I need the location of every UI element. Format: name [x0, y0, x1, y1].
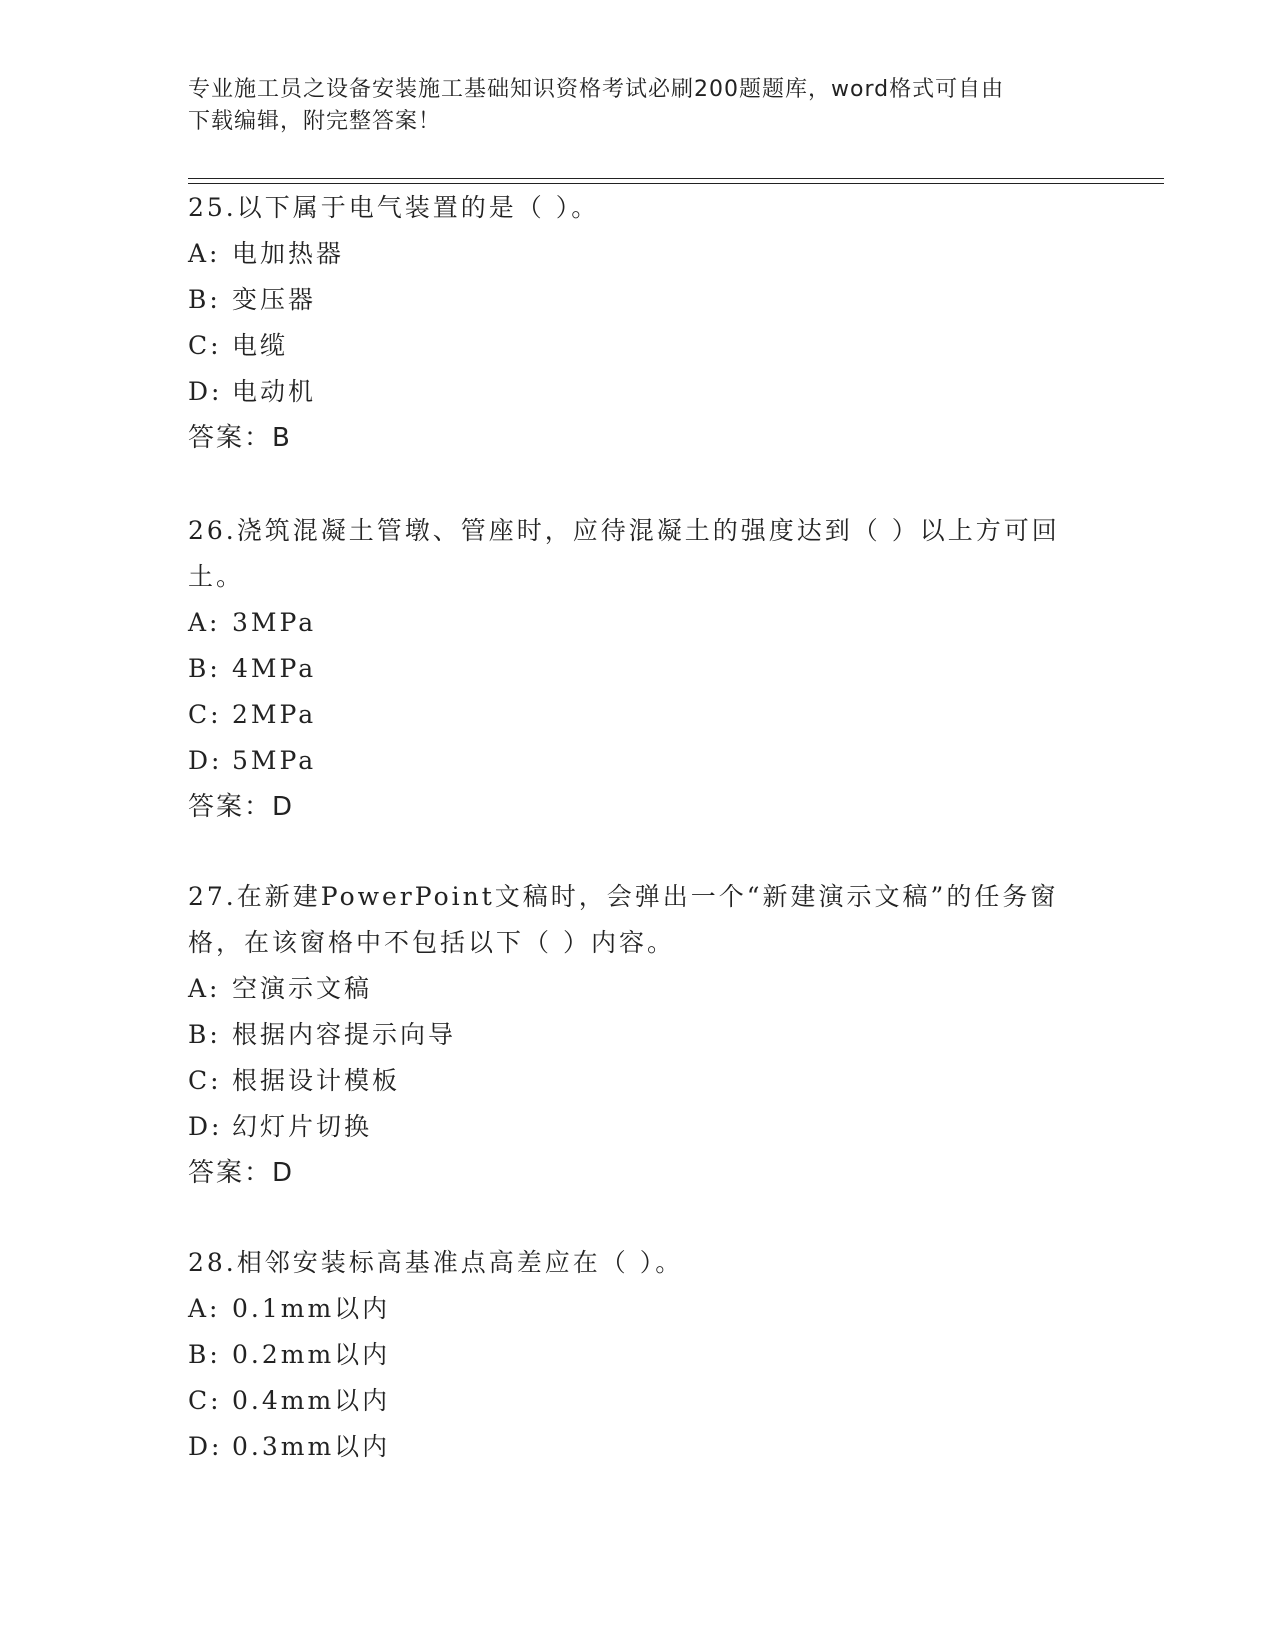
option-letter: A:	[188, 974, 221, 1003]
option-text: 4MPa	[232, 654, 317, 683]
option-b	[188, 1012, 1088, 1058]
option-b	[188, 1332, 1088, 1378]
option-text: 电动机	[232, 377, 317, 406]
document-header	[188, 74, 1088, 138]
option-letter: D:	[188, 1432, 223, 1461]
option-text: 空演示文稿	[232, 974, 373, 1003]
option-letter: C:	[188, 1066, 222, 1095]
option-letter: D:	[188, 377, 223, 406]
option-letter: C:	[188, 1386, 222, 1415]
option-letter: D:	[188, 1112, 223, 1141]
option-letter: B:	[188, 1340, 221, 1369]
question-text: 27.在新建PowerPoint文稿时，会弹出一个“新建演示文稿”的任务窗格，在该窗格中不包括以下（ ）内容。	[188, 882, 1059, 957]
option-c	[188, 1058, 1088, 1104]
question-text: 25.以下属于电气装置的是（ ）。	[188, 193, 600, 222]
option-a	[188, 966, 1088, 1012]
answer: 答案：D	[188, 1158, 295, 1188]
option-text: 0.3mm以内	[232, 1432, 391, 1461]
answer: 答案：D	[188, 792, 295, 822]
option-letter: C:	[188, 331, 222, 360]
question-text: 26.浇筑混凝土管墩、管座时，应待混凝土的强度达到（ ）以上方可回土。	[188, 516, 1060, 591]
option-d	[188, 1104, 1088, 1150]
option-letter: B:	[188, 1020, 221, 1049]
option-text: 0.2mm以内	[232, 1340, 391, 1369]
option-text: 0.1mm以内	[232, 1294, 391, 1323]
option-a	[188, 1286, 1088, 1332]
question-28	[188, 1240, 1088, 1470]
header-divider-top	[188, 178, 1164, 179]
option-d	[188, 738, 1088, 784]
option-letter: C:	[188, 700, 222, 729]
question-25	[188, 185, 1088, 461]
option-b	[188, 646, 1088, 692]
option-c	[188, 1378, 1088, 1424]
answer: 答案：B	[188, 423, 292, 453]
option-letter: B:	[188, 654, 221, 683]
option-text: 2MPa	[232, 700, 317, 729]
option-a	[188, 600, 1088, 646]
option-text: 5MPa	[232, 746, 317, 775]
option-text: 幻灯片切换	[232, 1112, 373, 1141]
option-text: 电缆	[232, 331, 289, 360]
option-text: 根据内容提示向导	[232, 1020, 457, 1049]
option-text: 0.4mm以内	[232, 1386, 391, 1415]
option-text: 变压器	[232, 285, 317, 314]
option-d	[188, 1424, 1088, 1470]
option-letter: A:	[188, 1294, 221, 1323]
header-line-2: 下载编辑，附完整答案！	[188, 109, 442, 134]
option-letter: A:	[188, 608, 221, 637]
option-text: 根据设计模板	[232, 1066, 401, 1095]
option-c	[188, 692, 1088, 738]
option-b	[188, 277, 1088, 323]
option-text: 3MPa	[232, 608, 317, 637]
question-text: 28.相邻安装标高基准点高差应在（ ）。	[188, 1248, 684, 1277]
option-text: 电加热器	[232, 239, 345, 268]
option-letter: D:	[188, 746, 223, 775]
option-letter: B:	[188, 285, 221, 314]
header-line-1: 专业施工员之设备安装施工基础知识资格考试必刷200题题库，word格式可自由	[188, 77, 1005, 102]
option-a	[188, 231, 1088, 277]
option-c	[188, 323, 1088, 369]
header-divider-bottom	[188, 183, 1164, 184]
option-d	[188, 369, 1088, 415]
question-26	[188, 508, 1088, 830]
question-27	[188, 874, 1088, 1196]
option-letter: A:	[188, 239, 221, 268]
